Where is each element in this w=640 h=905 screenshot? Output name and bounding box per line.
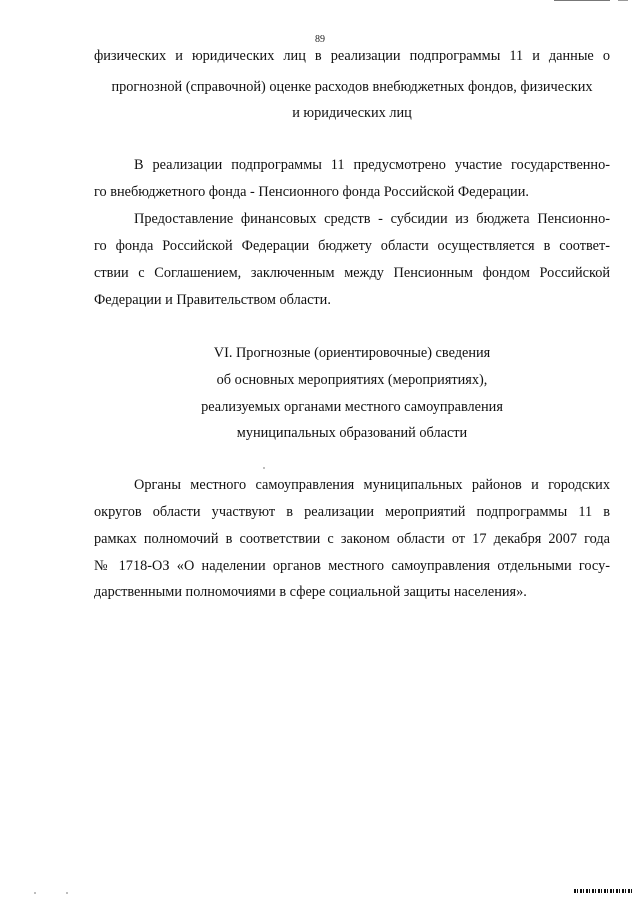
paragraph1-line-1: В реализации подпрограммы 11 предусмотрено участие государственно-: [134, 157, 610, 173]
page-number: 89: [315, 34, 325, 45]
section-heading-line-1: VI. Прогнозные (ориентировочные) сведения: [213, 345, 491, 361]
paragraph3-line-4: № 1718-ОЗ «О наделении органов местного самоуправления отдельными госу-: [94, 558, 610, 574]
barcode-mark: [574, 889, 632, 893]
scan-speck: [66, 892, 68, 894]
scan-mark: [554, 0, 610, 4]
paragraph3-line-5: дарственными полномочиями в сфере социальной защиты населения».: [94, 584, 527, 600]
paragraph2-line-4: Федерации и Правительством области.: [94, 292, 331, 308]
intro-line-3: и юридических лиц: [292, 105, 412, 121]
paragraph1-line-2: го внебюджетного фонда - Пенсионного фонда Российской Федерации.: [94, 184, 529, 200]
intro-line-1: физических и юридических лиц в реализации подпрограммы 11 и данные о: [94, 48, 610, 64]
section-heading-line-4: муниципальных образований области: [236, 425, 468, 441]
section-heading-line-2: об основных мероприятиях (мероприятиях),: [216, 372, 488, 388]
paragraph2-line-2: го фонда Российской Федерации бюджету области осуществляется в соответ-: [94, 238, 610, 254]
scan-speck: [263, 467, 265, 469]
paragraph3-line-3: рамках полномочий в соответствии с законом области от 17 декабря 2007 года: [94, 531, 610, 547]
paragraph3-line-1: Органы местного самоуправления муниципальных районов и городских: [134, 477, 610, 493]
paragraph3-line-2: округов области участвуют в реализации мероприятий подпрограммы 11 в: [94, 504, 610, 520]
section-heading-line-3: реализуемых органами местного самоуправления: [201, 399, 503, 415]
paragraph2-line-3: ствии с Соглашением, заключенным между Пенсионным фондом Российской: [94, 265, 610, 281]
scan-speck: [34, 892, 36, 894]
paragraph2-line-1: Предоставление финансовых средств - субсидии из бюджета Пенсионно-: [134, 211, 610, 227]
intro-line-2: прогнозной (справочной) оценке расходов внебюджетных фондов, физических: [111, 79, 593, 95]
